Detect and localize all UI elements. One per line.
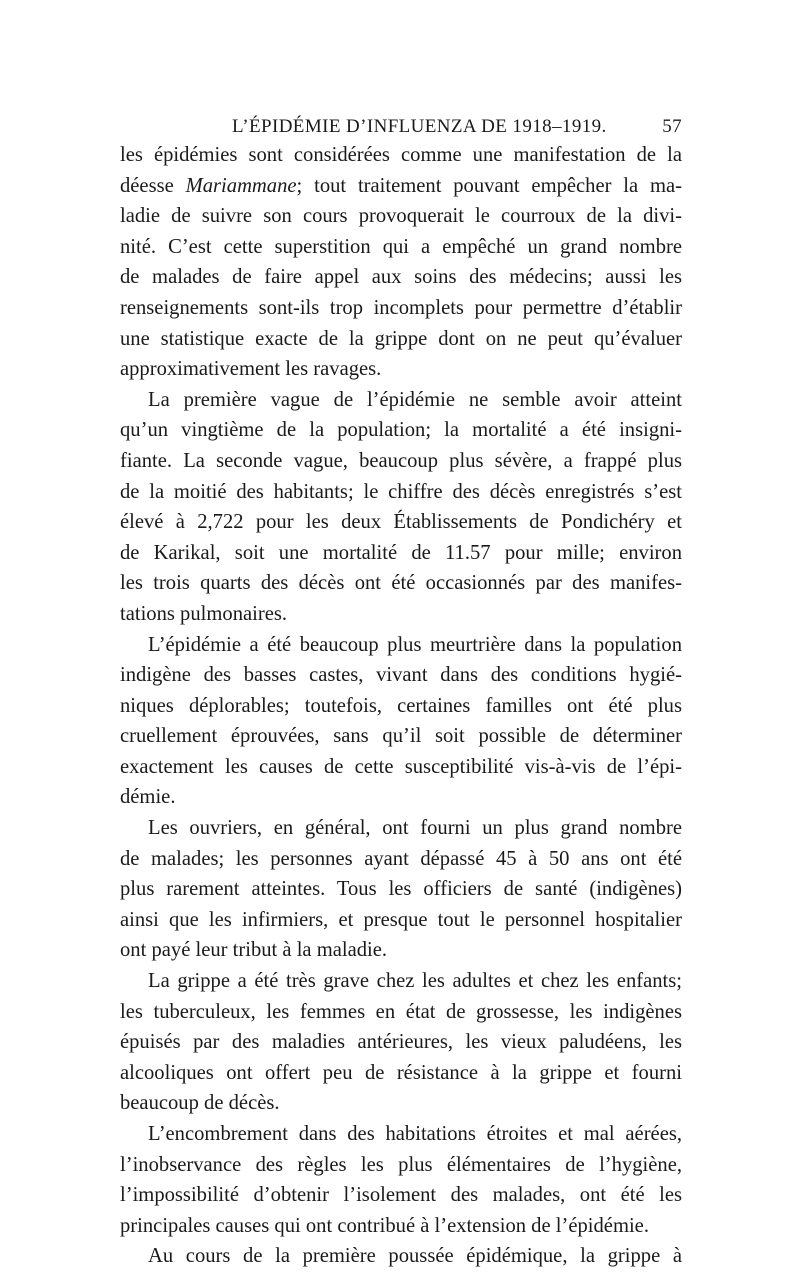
text-line: les trois quarts des décès ont été occasionnés par des manifes- [120, 572, 682, 595]
paragraph-3 [120, 630, 682, 814]
text-line: ainsi que les infirmiers, et presque tout le personnel hospitalier [120, 908, 682, 931]
text-line: de Karikal, soit une mortalité de 11.57 pour mille; environ [120, 541, 682, 564]
text-line: les épidémies sont considérées comme une manifestation de la [120, 144, 682, 166]
page [120, 112, 682, 1272]
text-line: élevé à 2,722 pour les deux Établissements de Pondichéry et [120, 511, 682, 534]
text-line: de malades; les personnes ayant dépassé 45 à 50 ans ont été [120, 847, 682, 870]
text-line: une statistique exacte de la grippe dont on ne peut qu’évaluer [120, 327, 682, 350]
running-head [120, 112, 682, 140]
text-line: de la moitié des habitants; le chiffre des décès enregistrés s’est [120, 480, 682, 503]
body-text [120, 140, 682, 1272]
paragraph-1 [120, 140, 682, 385]
text-line: renseignements sont-ils trop incomplets pour permettre d’établir [120, 296, 682, 319]
text-line: indigène des basses castes, vivant dans des conditions hygié- [120, 664, 682, 687]
text-line: épuisés par des maladies antérieures, les vieux paludéens, les [120, 1031, 682, 1054]
paragraph-7 [120, 1241, 682, 1272]
text-line: L’épidémie a été beaucoup plus meurtrière dans la population [148, 633, 682, 656]
text-line: approximativement les ravages. [120, 358, 382, 381]
text-line: alcooliques ont offert peu de résistance à la grippe et fourni [120, 1061, 682, 1084]
text-line: niques déplorables; toutefois, certaines familles ont été plus [120, 694, 682, 717]
paragraph-2 [120, 385, 682, 630]
text-line: cruellement éprouvées, sans qu’il soit possible de déterminer [120, 725, 682, 748]
text-line: Les ouvriers, en général, ont fourni un plus grand nombre [148, 817, 682, 840]
text-line: qu’un vingtième de la population; la mortalité a été insigni- [120, 419, 682, 442]
text-line: L’encombrement dans des habitations étroites et mal aérées, [148, 1123, 682, 1145]
text-line: l’impossibilité d’obtenir l’isolement des malades, ont été les [120, 1184, 682, 1207]
paragraph-4 [120, 813, 682, 966]
paragraph-5 [120, 966, 682, 1119]
text-line: les tuberculeux, les femmes en état de grossesse, les indigènes [120, 1000, 682, 1023]
text-line: exactement les causes de cette susceptibilité vis-à-vis de l’épi- [120, 755, 682, 778]
text-line: tations pulmonaires. [120, 602, 288, 625]
text-line: déesse Mariammane; tout traitement pouvant empêcher la ma- [120, 174, 682, 197]
text-line: l’inobservance des règles les plus élémentaires de l’hygiène, [120, 1153, 682, 1176]
text-line: La première vague de l’épidémie ne semble avoir atteint [148, 388, 682, 411]
italic-name: Mariammane [185, 174, 297, 197]
text-line: nité. C’est cette superstition qui a empêché un grand nombre [120, 235, 682, 258]
page-number: 57 [662, 116, 682, 137]
text-line: ladie de suivre son cours provoquerait le courroux de la divi- [120, 205, 682, 228]
text-line: plus rarement atteintes. Tous les officiers de santé (indigènes) [120, 878, 682, 901]
text-line: principales causes qui ont contribué à l’extension de l’épidémie. [120, 1214, 649, 1237]
running-title: L’ÉPIDÉMIE D’INFLUENZA DE 1918–1919. [232, 116, 607, 137]
text-line: ont payé leur tribut à la maladie. [120, 939, 388, 962]
text-line-with-italic [120, 171, 682, 202]
text-line: Au cours de la première poussée épidémique, la grippe à [148, 1245, 682, 1268]
paragraph-6 [120, 1119, 682, 1241]
text-line: beaucoup de décès. [120, 1092, 280, 1115]
text-line: démie. [120, 786, 176, 809]
text-line: La grippe a été très grave chez les adultes et chez les enfants; [148, 970, 682, 993]
text-line: de malades de faire appel aux soins des médecins; aussi les [120, 266, 682, 289]
text-line: fiante. La seconde vague, beaucoup plus sévère, a frappé plus [120, 449, 682, 472]
